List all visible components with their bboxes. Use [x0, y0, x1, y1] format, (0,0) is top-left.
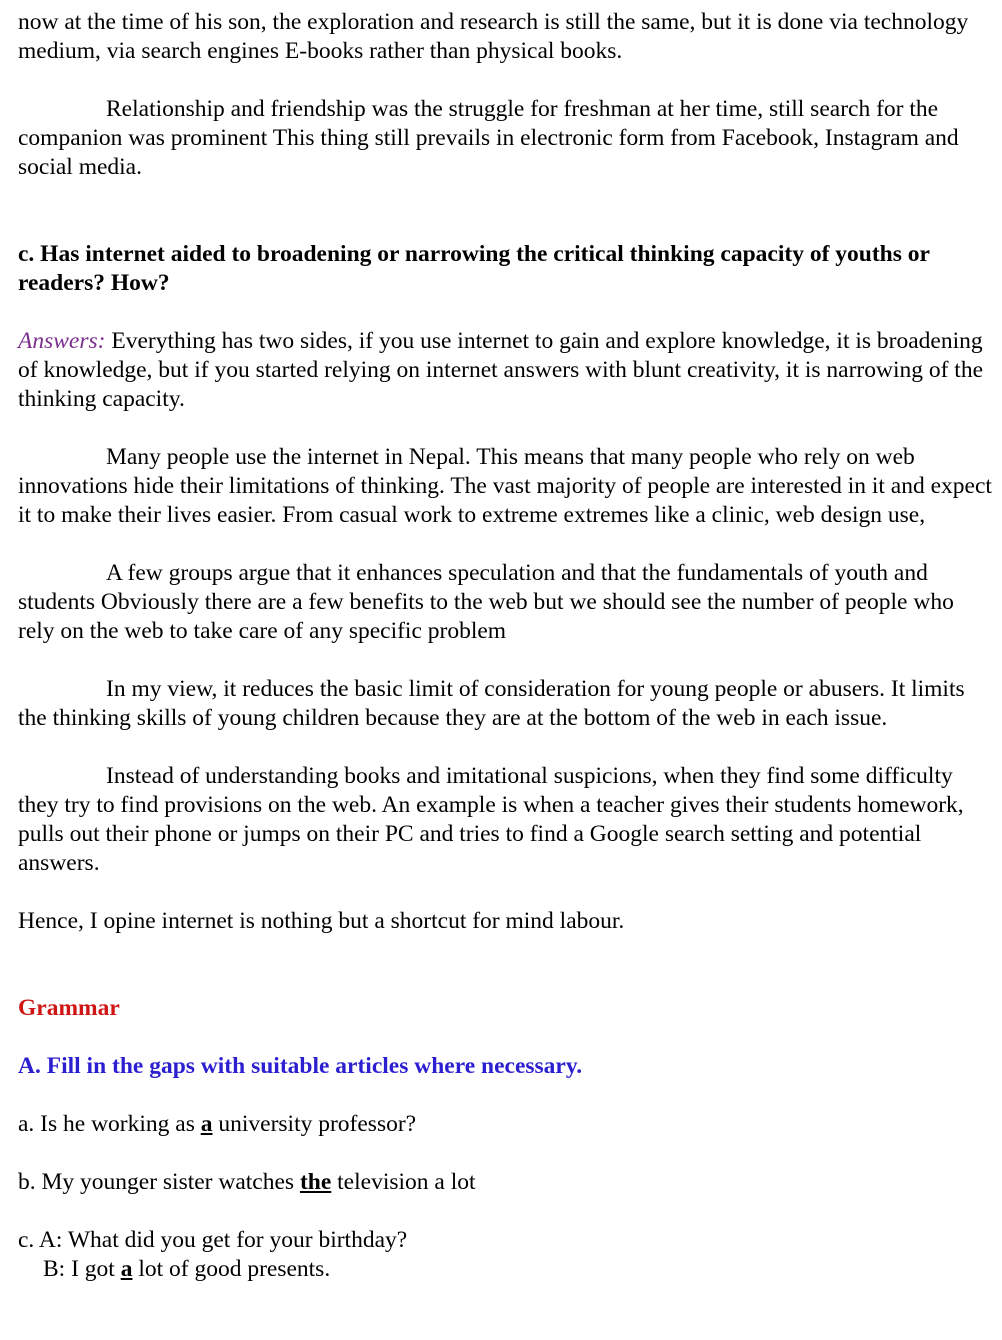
spacer — [18, 1197, 994, 1226]
paragraph-homework-example: Instead of understanding books and imitational suspicions, when they find some difficulty they try to find provisions on the web. An example is when a teacher gives their students homework, pulls out their phone or jumps on their PC and tries to find a Google search setting and potential answers. — [18, 763, 964, 876]
grammar-item-b — [18, 1168, 994, 1197]
answer-paragraph — [18, 327, 994, 414]
spacer — [18, 530, 994, 559]
spacer — [18, 878, 994, 907]
paragraph-speculation: A few groups argue that it enhances speculation and that the fundamentals of youth and students Obviously there are a few benefits to the web but we should see the number of people who rely on the web to take care of any specific problem — [18, 560, 954, 644]
item-text: a. Is he working as — [18, 1111, 201, 1137]
spacer — [18, 414, 994, 443]
paragraph-relationship: Relationship and friendship was the struggle for freshman at her time, still search for the companion was prominent This thing still prevails in electronic form from Facebook, Instagram and social media. — [18, 96, 959, 180]
paragraph-conclusion: Hence, I opine internet is nothing but a shortcut for mind labour. — [18, 908, 625, 934]
article-answer: a — [200, 1111, 213, 1137]
spacer — [18, 66, 994, 95]
article-answer: a — [120, 1256, 133, 1282]
item-text: b. My younger sister watches — [18, 1169, 300, 1195]
question-c: c. Has internet aided to broadening or narrowing the critical thinking capacity of youths or readers? How? — [18, 241, 930, 296]
article-answer: the — [299, 1169, 332, 1195]
grammar-item-c-response — [18, 1255, 994, 1284]
document-page — [18, 8, 994, 1284]
spacer — [18, 182, 994, 240]
item-text: university professor? — [212, 1111, 417, 1137]
grammar-item-a — [18, 1110, 994, 1139]
item-text: television a lot — [331, 1169, 476, 1195]
grammar-heading: Grammar — [18, 995, 120, 1021]
answer-label: Answers: — [18, 328, 106, 354]
spacer — [18, 298, 994, 327]
spacer — [18, 1023, 994, 1052]
paragraph-exploration: now at the time of his son, the exploration and research is still the same, but it is done via technology medium, via search engines E-books rather than physical books. — [18, 9, 969, 64]
spacer — [18, 936, 994, 994]
spacer — [18, 1081, 994, 1110]
spacer — [18, 1139, 994, 1168]
item-text: B: I got — [43, 1256, 121, 1282]
grammar-item-c-question — [18, 1226, 994, 1255]
answer-text: Everything has two sides, if you use internet to gain and explore knowledge, it is broadening of knowledge, but if you started relying on internet answers with blunt creativity, it is narrowing of the thinking capacity. — [18, 328, 984, 412]
spacer — [18, 733, 994, 762]
paragraph-my-view: In my view, it reduces the basic limit of consideration for young people or abusers. It limits the thinking skills of young children because they are at the bottom of the web in each issue. — [18, 676, 965, 731]
item-text: c. A: What did you get for your birthday? — [18, 1227, 408, 1253]
item-text: lot of good presents. — [132, 1256, 331, 1282]
exercise-title: A. Fill in the gaps with suitable articles where necessary. — [18, 1053, 583, 1079]
spacer — [18, 646, 994, 675]
paragraph-nepal-internet: Many people use the internet in Nepal. This means that many people who rely on web innovations hide their limitations of thinking. The vast majority of people are interested in it and expect it to make their lives easier. From casual work to extreme extremes like a clinic, web design use, — [18, 444, 992, 528]
